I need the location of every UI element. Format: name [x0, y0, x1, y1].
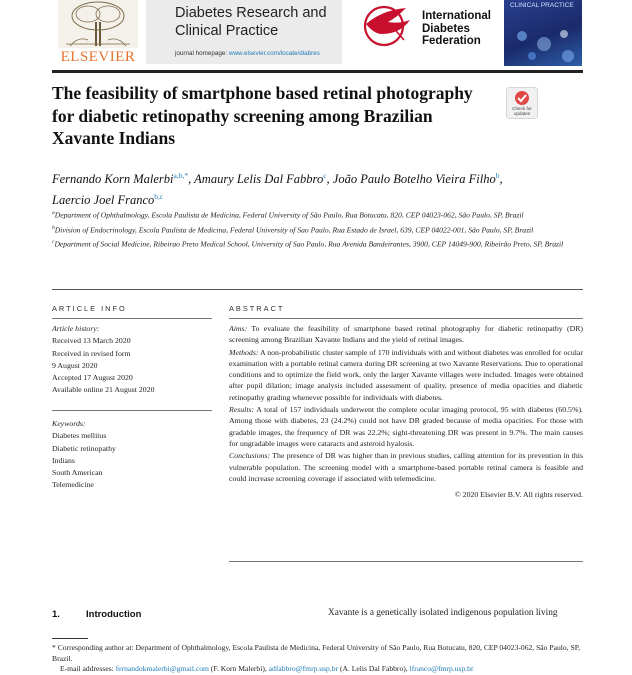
cover-title: CLINICAL PRACTICE: [510, 2, 574, 9]
author-name[interactable]: Amaury Lelis Dal Fabbro$^c$: [194, 171, 327, 187]
intro-first-line: Xavante is a genetically isolated indigenous population living: [328, 608, 558, 618]
keyword-item[interactable]: Diabetic retinopathy: [52, 443, 116, 453]
abstract-section-text: A non-probabilistic cluster sample of 170 individuals with and without diabetes was enrolled for ocular examination with a portable retinal camera during DR screening at two Xavante Reservations. Due to operational conditions and to optimize the field work, only the larger Xavante villages were included. Images were obtained after pupil dilation; image analysis included assessment of quality, presence of media opacities and diabetic retinopathy grading whenever possible for individuals with diabetes.: [229, 347, 583, 402]
elsevier-tree-icon: [58, 0, 138, 48]
keywords-rule: [52, 410, 212, 411]
federation-name: [422, 10, 491, 48]
homepage-link[interactable]: www.elsevier.com/locate/diabres: [228, 50, 320, 57]
journal-masthead: [0, 0, 632, 72]
article-info-heading: ARTICLE INFO: [52, 304, 127, 313]
abstract-section-label: Methods:: [229, 347, 259, 357]
federation-line: Federation: [422, 35, 481, 47]
crossmark-label: Check for updates: [512, 106, 532, 116]
author-name[interactable]: Laercio Joel Franco$^{b,c}$: [52, 192, 164, 208]
abstract-section-label: Conclusions:: [229, 451, 271, 461]
history-entry: Received in revised form: [52, 348, 131, 358]
email-link[interactable]: adfabbro@fmrp.usp.br: [268, 664, 339, 674]
affiliation-marker: b: [52, 224, 55, 231]
keyword-item[interactable]: South American: [52, 468, 103, 478]
masthead-rule: [52, 70, 583, 73]
affiliation-text: Department of Ophthalmology, Escola Paulista de Medicina, Federal University of São Paulo, Rua Botucatu, 820, CEP 04023-062, São Paulo, SP, Brazil: [54, 210, 524, 220]
section-divider: [52, 289, 583, 290]
abstract-section-label: Aims:: [229, 324, 248, 333]
author-name[interactable]: João Paulo Botelho Vieira Filho$^b$: [332, 171, 500, 187]
abstract-end-rule: [229, 561, 583, 562]
journal-cover-thumbnail[interactable]: [504, 0, 582, 66]
history-entry: Available online 21 August 2020: [52, 385, 155, 395]
affiliation-marker: c: [52, 239, 55, 246]
section-title: Introduction: [86, 609, 142, 620]
email-link[interactable]: fernandokmalerbi@gmail.com: [115, 664, 209, 674]
abstract-heading: ABSTRACT: [229, 304, 285, 313]
federation-line: International: [422, 10, 492, 22]
history-entry: Received 13 March 2020: [52, 336, 131, 346]
abstract-section: [229, 347, 583, 403]
copyright-notice: © 2020 Elsevier B.V. All rights reserved.: [454, 490, 583, 500]
journal-homepage: [175, 50, 320, 57]
abstract-section-label: Results:: [229, 405, 255, 415]
affiliation-item: [52, 223, 582, 236]
publisher-wordmark: ELSEVIER: [60, 49, 136, 65]
author-affiliation-marker[interactable]: b,c: [154, 192, 164, 202]
federation-logo[interactable]: [358, 0, 498, 64]
email-owner: (A. Lelis Dal Fabbro),: [338, 664, 410, 674]
affiliation-marker: a: [52, 210, 55, 216]
article-history-label: Article history:: [52, 324, 100, 333]
keyword-item[interactable]: Indians: [52, 455, 75, 465]
author-name[interactable]: Fernando Korn Malerbi$^{a,b,*}$: [52, 171, 189, 187]
affiliation-list: [52, 208, 582, 252]
author-affiliation-marker[interactable]: c: [323, 171, 327, 180]
email-label: E-mail addresses:: [60, 664, 114, 674]
author-separator: ,: [188, 172, 195, 187]
article-history: [52, 323, 212, 397]
abstract-body: [229, 323, 583, 501]
email-addresses: [52, 664, 583, 675]
affiliation-text: Division of Endocrinology, Escola Paulista de Medicina, Federal University of Sao Paulo, Rua Estado de Israel, 639, CEP 04022-001, São Paulo, SP, Brazil: [54, 225, 534, 235]
author-affiliation-marker[interactable]: b: [495, 171, 500, 180]
abstract-section: [229, 404, 583, 449]
abstract-section-text: The presence of DR was higher than in previous studies, calling attention for its prevention in this vulnerable population. The screening model with a smartphone-based portable retinal camera is feasible and could increase screening coverage if associated with telemedicine.: [229, 451, 583, 483]
section-number: 1.: [52, 609, 60, 620]
affiliation-item: [52, 237, 582, 250]
journal-name[interactable]: Diabetes Research and Clinical Practice: [175, 5, 327, 39]
federation-bird-icon: [360, 0, 414, 48]
article-info-rule: [52, 318, 212, 319]
history-entry: 9 August 2020: [52, 360, 98, 370]
abstract-section: [229, 450, 583, 484]
corresponding-author-footnote: [52, 643, 583, 675]
abstract-rule: [229, 318, 583, 319]
abstract-section: [229, 323, 583, 346]
keyword-item[interactable]: Diabetes mellitus: [52, 431, 107, 441]
keywords-label: Keywords:: [52, 419, 86, 428]
journal-banner: [146, 0, 342, 64]
abstract-section-text: A total of 157 individuals underwent the complete ocular imaging protocol, 95 with diabetes (60.5%). Among those with diabetes, 23 (24.2%) could not have DR graded because of media opacities. For those with gradable images, the frequency of DR was 22.2%; sight-threatening DR was present in 9.7%. The main causes for ungradable images were cataracts and asteroid hyalosis.: [229, 405, 583, 448]
homepage-label: journal homepage:: [175, 50, 228, 57]
footnote-rule: [52, 638, 88, 639]
keyword-item[interactable]: Telemedicine: [52, 480, 94, 490]
email-owner: (F. Korn Malerbi),: [208, 664, 269, 674]
check-for-updates-button[interactable]: [506, 87, 538, 119]
crossmark-icon: [514, 90, 530, 106]
publisher-logo[interactable]: [52, 0, 144, 68]
federation-line: Diabetes: [422, 22, 470, 35]
author-separator: ,: [499, 172, 503, 187]
email-link[interactable]: lfranco@fmrp.usp.br: [409, 664, 474, 674]
abstract-section-text: To evaluate the feasibility of smartphone based retinal photography for diabetic retinopathy (DR) screening among Brazilian Xavante Indians and the yield of retinal images.: [229, 324, 584, 345]
history-entry: Accepted 17 August 2020: [52, 373, 133, 383]
corresponding-author-note: * Corresponding author at: Department of Ophthalmology, Escola Paulista de Medicina, Federal University of São Paulo, Rua Botucatu, 820, CEP 04023-062, São Paulo, SP, Brazil.: [52, 643, 580, 663]
affiliation-item: [52, 208, 582, 221]
author-list: [52, 167, 582, 209]
cover-artwork-icon: [504, 22, 582, 66]
affiliation-text: Department of Social Medicine, Ribeirao Preto Medical School, University of Sao Paulo, Rua Avenida Bandeirantes, 3900, CEP 14049-900, Ribeirão Preto, SP, Brazil: [54, 240, 564, 249]
article-title: The feasibility of smartphone based retinal photography for diabetic retinopathy screening among Brazilian Xavante Indians: [52, 83, 473, 148]
author-separator: ,: [326, 172, 333, 187]
author-affiliation-marker[interactable]: a,b,*: [173, 171, 189, 180]
keyword-list: [52, 418, 212, 492]
